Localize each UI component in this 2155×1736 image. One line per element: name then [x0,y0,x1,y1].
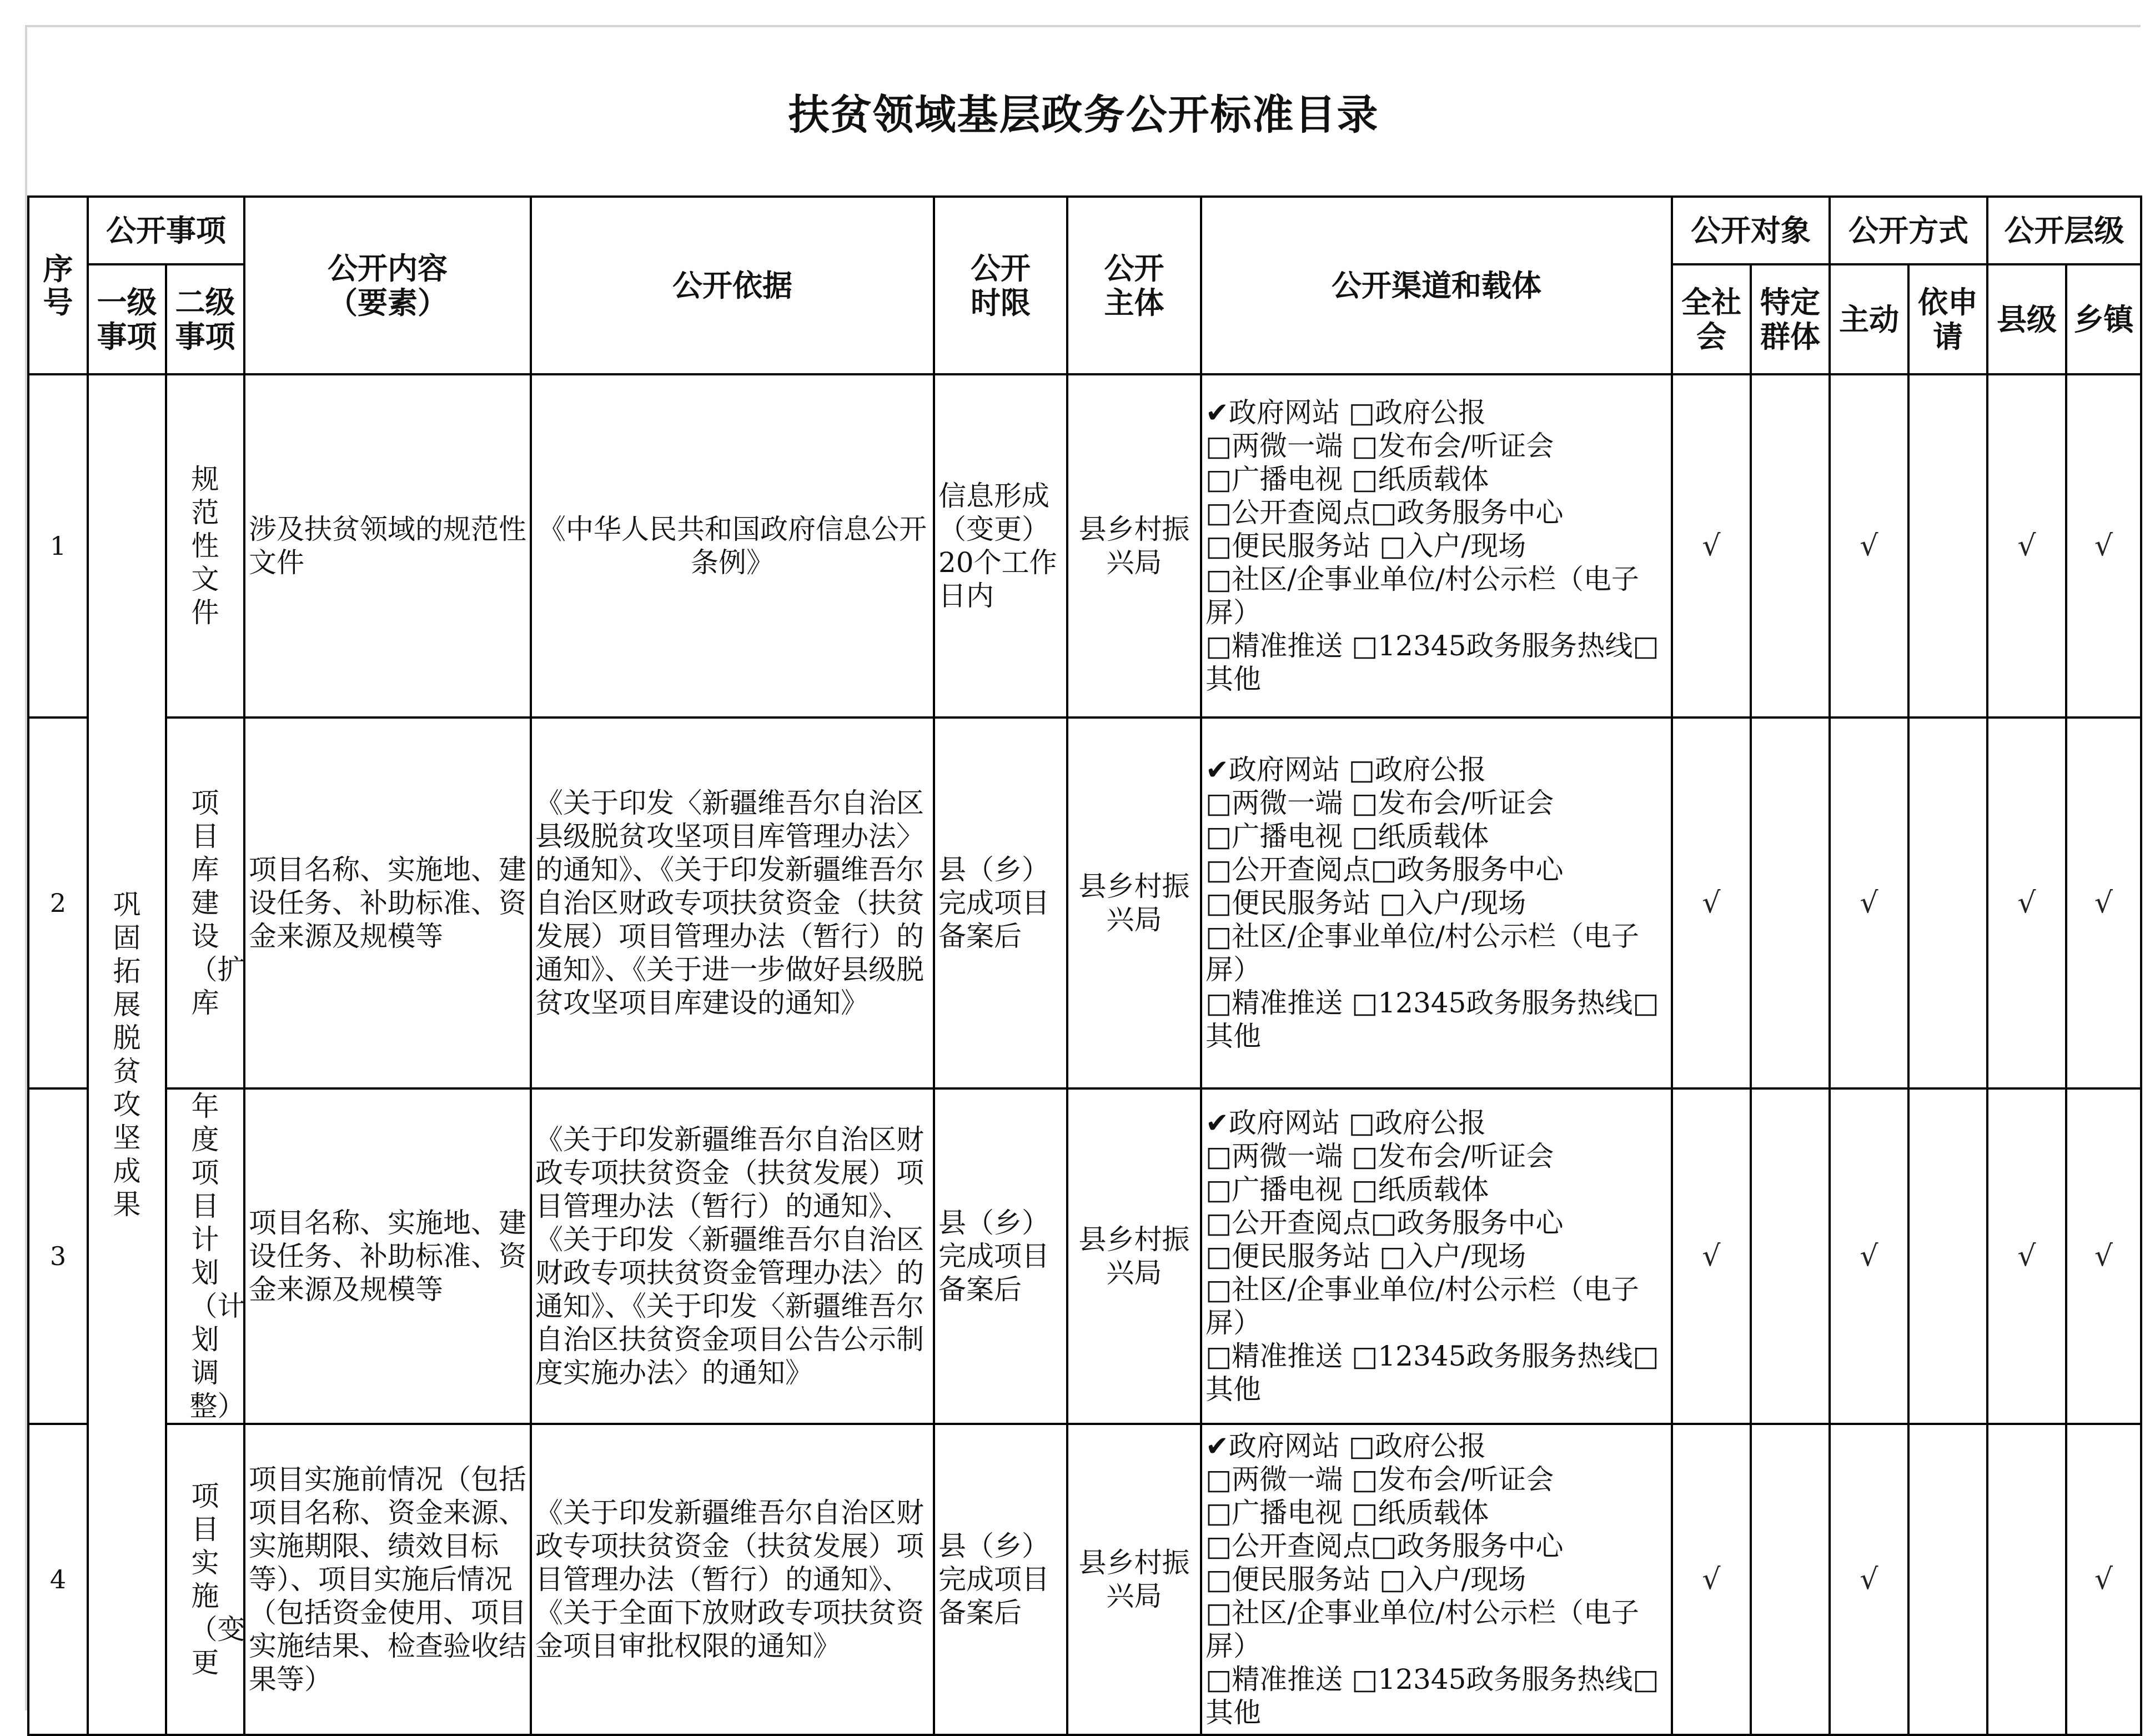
header-basis: 公开依据 [531,197,934,374]
check-county: √ [1987,1088,2066,1424]
row-subject: 县乡村振兴局 [1067,374,1201,718]
check-active: √ [1830,1424,1908,1735]
row-time-limit: 县（乡）完成项目备案后 [934,718,1067,1088]
row-content: 项目名称、实施地、建设任务、补助标准、资金来源及规模等 [244,1088,531,1424]
table-row [28,374,2141,718]
check-active: √ [1830,1088,1908,1424]
row-basis: 《中华人民共和国政府信息公开条例》 [531,374,934,718]
header-level: 公开层级 [1987,197,2141,264]
header-target: 公开对象 [1672,197,1830,264]
row-content: 项目名称、实施地、建设任务、补助标准、资金来源及规模等 [244,718,531,1088]
header-row-1 [28,197,2141,264]
header-level-county: 县级 [1987,264,2066,374]
check-active: √ [1830,374,1908,718]
check-town: √ [2066,1088,2141,1424]
check-apply [1908,718,1987,1088]
row-time-limit: 县（乡）完成项目备案后 [934,1424,1067,1735]
header-target-all: 全社会 [1672,264,1751,374]
check-county: √ [1987,718,2066,1088]
row-basis: 《关于印发新疆维吾尔自治区财政专项扶贫资金（扶贫发展）项目管理办法（暂行）的通知》、《关于印发〈新疆维吾尔自治区财政专项扶贫资金管理办法〉的通知》、《关于印发〈新疆维吾尔自治区扶贫资金项目公告公示制度实施办法〉的通知》 [531,1088,934,1424]
row-seq: 3 [28,1088,88,1424]
row-channel: ✔政府网站 □政府公报 □两微一端 □发布会/听证会 □广播电视 □纸质载体 □公开查阅点□政务服务中心 □便民服务站 □入户/现场 □社区/企事业单位/村公示栏（电子屏） □精准推送 □12345政务服务热线□其他 [1201,1424,1672,1735]
check-specific [1751,1424,1830,1735]
row-channel: ✔政府网站 □政府公报 □两微一端 □发布会/听证会 □广播电视 □纸质载体 □公开查阅点□政务服务中心 □便民服务站 □入户/现场 □社区/企事业单位/村公示栏（电子屏） □精准推送 □12345政务服务热线□其他 [1201,374,1672,718]
row-level2: 规范性文件 [166,374,244,718]
row-content: 涉及扶贫领域的规范性文件 [244,374,531,718]
check-all: √ [1672,374,1751,718]
header-content: 公开内容（要素） [244,197,531,374]
header-matter: 公开事项 [88,197,244,264]
row-level2: 项目实施（变更 [166,1424,244,1735]
header-level-town: 乡镇 [2066,264,2141,374]
check-apply [1908,374,1987,718]
row-subject: 县乡村振兴局 [1067,718,1201,1088]
row-seq: 4 [28,1424,88,1735]
header-subject: 公开主体 [1067,197,1201,374]
level1-item: 巩固拓展脱贫攻坚成果 [88,374,166,1735]
page-title: 扶贫领域基层政务公开标准目录 [788,91,1379,139]
row-content: 项目实施前情况（包括项目名称、资金来源、实施期限、绩效目标等）、项目实施后情况（包括资金使用、项目实施结果、检查验收结果等） [244,1424,531,1735]
header-level1: 一级事项 [88,264,166,374]
row-subject: 县乡村振兴局 [1067,1088,1201,1424]
header-time-limit: 公开时限 [934,197,1067,374]
check-town: √ [2066,1424,2141,1735]
header-method-apply: 依申请 [1908,264,1987,374]
check-specific [1751,374,1830,718]
row-channel: ✔政府网站 □政府公报 □两微一端 □发布会/听证会 □广播电视 □纸质载体 □公开查阅点□政务服务中心 □便民服务站 □入户/现场 □社区/企事业单位/村公示栏（电子屏） □精准推送 □12345政务服务热线□其他 [1201,718,1672,1088]
catalog-table [27,195,2142,1736]
check-county [1987,1424,2066,1735]
row-subject: 县乡村振兴局 [1067,1424,1201,1735]
header-method: 公开方式 [1830,197,1987,264]
check-town: √ [2066,718,2141,1088]
catalog-sheet [25,25,2141,1729]
check-county: √ [1987,374,2066,718]
row-level2: 项目库建设（扩库 [166,718,244,1088]
row-time-limit: 信息形成（变更）20个工作日内 [934,374,1067,718]
row-seq: 1 [28,374,88,718]
check-apply [1908,1088,1987,1424]
check-town: √ [2066,374,2141,718]
row-basis: 《关于印发新疆维吾尔自治区财政专项扶贫资金（扶贫发展）项目管理办法（暂行）的通知》、《关于全面下放财政专项扶贫资金项目审批权限的通知》 [531,1424,934,1735]
table-row [28,1088,2141,1424]
header-level2: 二级事项 [166,264,244,374]
header-seq: 序号 [28,197,88,374]
row-time-limit: 县（乡）完成项目备案后 [934,1088,1067,1424]
table-row [28,1424,2141,1735]
header-target-specific: 特定群体 [1751,264,1830,374]
check-active: √ [1830,718,1908,1088]
check-specific [1751,718,1830,1088]
table-row [28,718,2141,1088]
row-seq: 2 [28,718,88,1088]
header-method-active: 主动 [1830,264,1908,374]
row-level2: 年度项目计划（计划调整） [166,1088,244,1424]
title-box [27,27,2140,195]
header-channel: 公开渠道和载体 [1201,197,1672,374]
row-basis: 《关于印发〈新疆维吾尔自治区县级脱贫攻坚项目库管理办法〉的通知》、《关于印发新疆维吾尔自治区财政专项扶贫资金（扶贫发展）项目管理办法（暂行）的通知》、《关于进一步做好县级脱贫攻坚项目库建设的通知》 [531,718,934,1088]
check-specific [1751,1088,1830,1424]
check-all: √ [1672,1424,1751,1735]
check-apply [1908,1424,1987,1735]
check-all: √ [1672,1088,1751,1424]
row-channel: ✔政府网站 □政府公报 □两微一端 □发布会/听证会 □广播电视 □纸质载体 □公开查阅点□政务服务中心 □便民服务站 □入户/现场 □社区/企事业单位/村公示栏（电子屏） □精准推送 □12345政务服务热线□其他 [1201,1088,1672,1424]
check-all: √ [1672,718,1751,1088]
